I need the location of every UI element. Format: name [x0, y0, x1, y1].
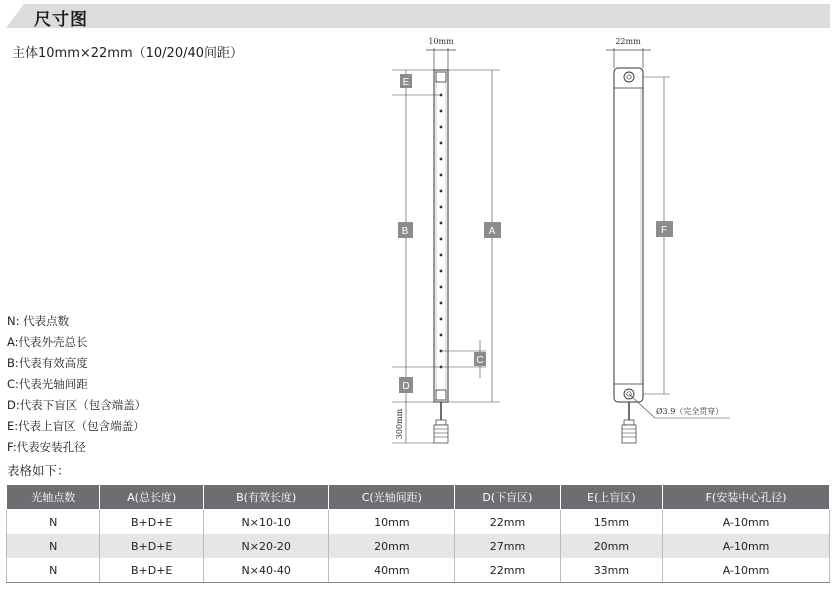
legend-item-n: N: 代表点数: [7, 314, 70, 328]
header-total-length: A(总长度): [100, 485, 204, 510]
header-axis-count: 光轴点数: [7, 485, 100, 510]
table-cell: 27mm: [455, 534, 560, 558]
header-upper-blind: E(上盲区): [560, 485, 662, 510]
table-cell: 40mm: [329, 558, 455, 583]
table-cell: 20mm: [560, 534, 662, 558]
legend-item-f: F:代表安装孔径: [7, 440, 86, 454]
table-row: [7, 510, 830, 535]
width-label-left: 10mm: [428, 37, 454, 46]
sensor-body-side: [614, 68, 643, 402]
header-effective-length: B(有效长度): [203, 485, 329, 510]
table-cell: N: [7, 534, 100, 558]
table-cell: A-10mm: [663, 510, 830, 535]
header-axis-spacing: C(光轴间距): [329, 485, 455, 510]
table-row: [7, 534, 830, 558]
hole-diameter-label: Ø3.9（完全贯穿）: [656, 407, 724, 416]
label-c: C: [476, 355, 484, 366]
table-cell: 33mm: [560, 558, 662, 583]
table-cell: 22mm: [455, 558, 560, 583]
table-cell: A-10mm: [663, 534, 830, 558]
table-header-row: [7, 485, 830, 510]
legend-list: [7, 311, 146, 458]
cable-length-label: 300mm: [395, 408, 404, 440]
label-e: E: [402, 77, 410, 88]
table-cell: N: [7, 510, 100, 535]
label-b: B: [401, 226, 409, 237]
table-cell: B+D+E: [100, 534, 204, 558]
header-mount-center: F(安装中心孔径): [663, 485, 830, 510]
table-cell: N×40-40: [203, 558, 329, 583]
table-cell: 20mm: [329, 534, 455, 558]
table-cell: B+D+E: [100, 558, 204, 583]
header-lower-blind: D(下盲区): [455, 485, 560, 510]
connector-front: [434, 420, 448, 443]
connector-side: [622, 420, 636, 443]
table-cell: B+D+E: [100, 510, 204, 535]
legend-item-a: A:代表外壳总长: [7, 335, 88, 349]
table-row: [7, 558, 830, 583]
table-cell: 10mm: [329, 510, 455, 535]
legend-item-c: C:代表光轴间距: [7, 377, 88, 391]
table-cell: 15mm: [560, 510, 662, 535]
legend-item-b: B:代表有效高度: [7, 356, 88, 370]
table-cell: N×20-20: [203, 534, 329, 558]
table-cell: N×10-10: [203, 510, 329, 535]
spec-table: [6, 484, 830, 583]
label-a: A: [488, 226, 496, 237]
table-title: 表格如下：: [7, 463, 70, 478]
legend-item-d: D:代表下盲区（包含端盖）: [7, 398, 147, 412]
table-cell: 22mm: [455, 510, 560, 535]
mount-hole-top: [624, 72, 634, 82]
table-cell: N: [7, 558, 100, 583]
label-d: D: [402, 381, 410, 392]
section-title: 尺寸图: [34, 10, 88, 30]
width-label-right: 22mm: [615, 37, 641, 46]
body-size-text: 主体10mm×22mm（10/20/40间距）: [12, 46, 244, 61]
label-f: F: [660, 225, 668, 236]
legend-item-e: E:代表上盲区（包含端盖）: [7, 419, 145, 433]
table-cell: A-10mm: [663, 558, 830, 583]
